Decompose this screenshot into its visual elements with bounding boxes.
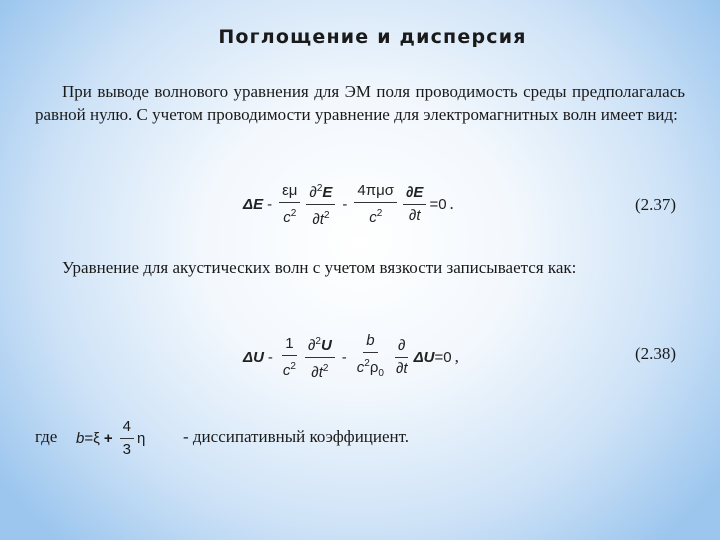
equation-number-2-38: (2.38) bbox=[635, 344, 677, 363]
eq1-frac-2-den: $\partial t^2$ bbox=[312, 209, 330, 228]
eq3-equals-xi: =ξ bbox=[84, 429, 100, 447]
eq1-frac-1-num: εμ bbox=[279, 182, 300, 203]
eq2-punct: , bbox=[454, 347, 459, 366]
eq3-eta: η bbox=[136, 429, 146, 447]
where-description: - диссипативный коэффициент. bbox=[183, 427, 410, 446]
eq2-frac-3-num: b bbox=[363, 332, 377, 353]
eq2-frac-4 bbox=[393, 337, 411, 378]
eq1-frac-2 bbox=[306, 180, 335, 229]
eq1-frac-1-den: $c^2$ bbox=[283, 207, 297, 226]
equation-2-37 bbox=[243, 176, 454, 232]
eq1-frac-4 bbox=[403, 184, 426, 225]
eq3-frac bbox=[120, 418, 134, 459]
eq2-equals-zero: =0 bbox=[434, 348, 452, 366]
eq3-lhs: b bbox=[76, 429, 85, 447]
eq1-lhs: ΔE bbox=[243, 195, 264, 213]
eq2-frac-3 bbox=[354, 332, 387, 383]
equation-2-38 bbox=[243, 329, 459, 385]
eq2-minus-2: - bbox=[341, 348, 347, 366]
eq3-frac-num: 4 bbox=[120, 418, 134, 439]
eq1-equals-zero: =0 bbox=[429, 195, 447, 213]
eq2-rhs-term: ΔU bbox=[413, 348, 435, 366]
eq1-frac-2-num: ∂$^2$E bbox=[306, 180, 335, 205]
equation-b-definition bbox=[76, 412, 145, 464]
paragraph-acoustic-intro bbox=[35, 256, 685, 279]
eq2-frac-1 bbox=[280, 335, 299, 380]
slide-title: Поглощение и дисперсия bbox=[218, 26, 527, 48]
paragraph-acoustic-text: Уравнение для акустических волн с учетом вязкости записывается как: bbox=[62, 258, 577, 277]
paragraph-em-intro bbox=[35, 80, 685, 126]
eq1-minus-1: - bbox=[267, 195, 273, 213]
eq2-frac-3-den: $c^2\rho_0$ bbox=[356, 357, 384, 379]
eq1-minus-2: - bbox=[342, 195, 348, 213]
eq2-frac-1-den: $c^2$ bbox=[282, 360, 296, 379]
eq1-frac-3-den: $c^2$ bbox=[369, 207, 383, 226]
eq2-lhs: ΔU bbox=[243, 348, 264, 366]
eq1-frac-4-den: ∂t bbox=[408, 206, 421, 224]
eq2-frac-1-num: 1 bbox=[282, 335, 296, 356]
eq1-frac-1 bbox=[279, 182, 300, 227]
eq1-punct: . bbox=[449, 194, 454, 213]
eq1-frac-4-num: ∂E bbox=[403, 184, 426, 205]
eq2-frac-2-den: $\partial t^2$ bbox=[311, 362, 329, 381]
where-label: где bbox=[35, 427, 58, 446]
eq1-frac-3-num: 4πμσ bbox=[354, 182, 397, 203]
eq2-frac-2-num: ∂$^2$U bbox=[305, 333, 335, 358]
eq3-plus: + bbox=[103, 429, 113, 447]
paragraph-em-text: При выводе волнового уравнения для ЭМ поля проводимость среды предполагалась равной нулю. С учетом проводимости уравнение для электромагнитных волн имеет вид: bbox=[35, 82, 685, 124]
eq2-frac-4-den: ∂t bbox=[395, 359, 408, 377]
eq2-minus-1: - bbox=[267, 348, 273, 366]
eq2-frac-2 bbox=[305, 333, 335, 382]
eq2-frac-4-num: ∂ bbox=[395, 337, 408, 358]
equation-number-2-37: (2.37) bbox=[635, 195, 677, 214]
eq3-frac-den: 3 bbox=[122, 440, 131, 458]
eq1-frac-3 bbox=[354, 182, 397, 227]
